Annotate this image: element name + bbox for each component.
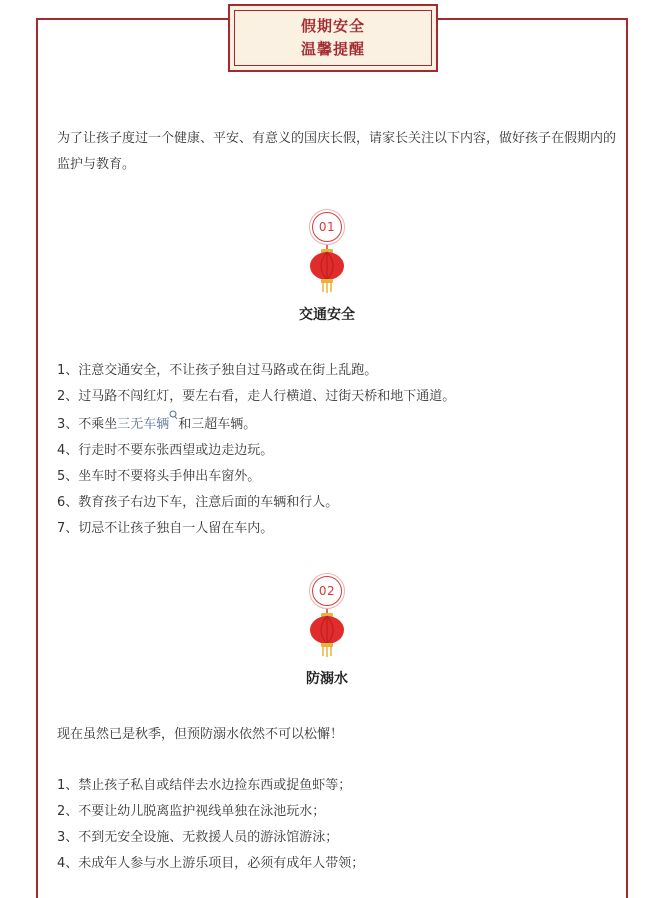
section-title: 防溺水: [306, 671, 348, 687]
red-lantern-icon: [307, 244, 347, 294]
section-title: 交通安全: [299, 307, 355, 323]
list-item: 6、教育孩子右边下车，注意后面的车辆和行人。: [57, 495, 339, 510]
list-item: 2、过马路不闯红灯，要左右看，走人行横道、过街天桥和地下通道。: [57, 389, 456, 404]
list-item: [57, 410, 617, 438]
list-item: 7、切忌不让孩子独自一人留在车内。: [57, 521, 274, 536]
section-01-header: [0, 212, 654, 324]
header-title-inner: [234, 10, 432, 66]
section-number-badge: [312, 576, 342, 606]
intro-paragraph: 为了让孩子度过一个健康、平安、有意义的国庆长假，请家长关注以下内容，做好孩子在假期内的监护与教育。: [57, 131, 617, 172]
list-item: 4、未成年人参与水上游乐项目，必须有成年人带领；: [57, 856, 365, 871]
section-number: 01: [318, 220, 336, 234]
search-icon[interactable]: [169, 410, 178, 422]
header-title-line2: 温馨提醒: [300, 40, 365, 58]
list-item: 2、不要让幼儿脱离监护视线单独在泳池玩水；: [57, 804, 326, 819]
list-item: 5、坐车时不要将头手伸出车窗外。: [57, 469, 261, 484]
list-item-prefix: 3、不乘坐: [57, 417, 118, 432]
list-item: 1、禁止孩子私自或结伴去水边捡东西或捉鱼虾等；: [57, 778, 352, 793]
section-02-intro: 现在虽然已是秋季，但预防溺水依然不可以松懈！: [57, 727, 344, 742]
section-01-list: [57, 358, 617, 542]
list-item: 1、注意交通安全，不让孩子独自过马路或在街上乱跑。: [57, 363, 378, 378]
header-title-box: [228, 4, 438, 72]
section-number: 02: [318, 584, 336, 598]
section-number-badge: [312, 212, 342, 242]
red-lantern-icon: [307, 608, 347, 658]
section-02-list: [57, 773, 617, 877]
list-item: 3、不到无安全设施、无救援人员的游泳馆游泳；: [57, 830, 339, 845]
search-link[interactable]: 三无车辆: [117, 417, 170, 432]
list-item-suffix: 和三超车辆。: [178, 417, 257, 432]
section-02-header: [0, 576, 654, 688]
header-title-line1: 假期安全: [300, 17, 365, 35]
list-item: 4、行走时不要东张西望或边走边玩。: [57, 443, 274, 458]
